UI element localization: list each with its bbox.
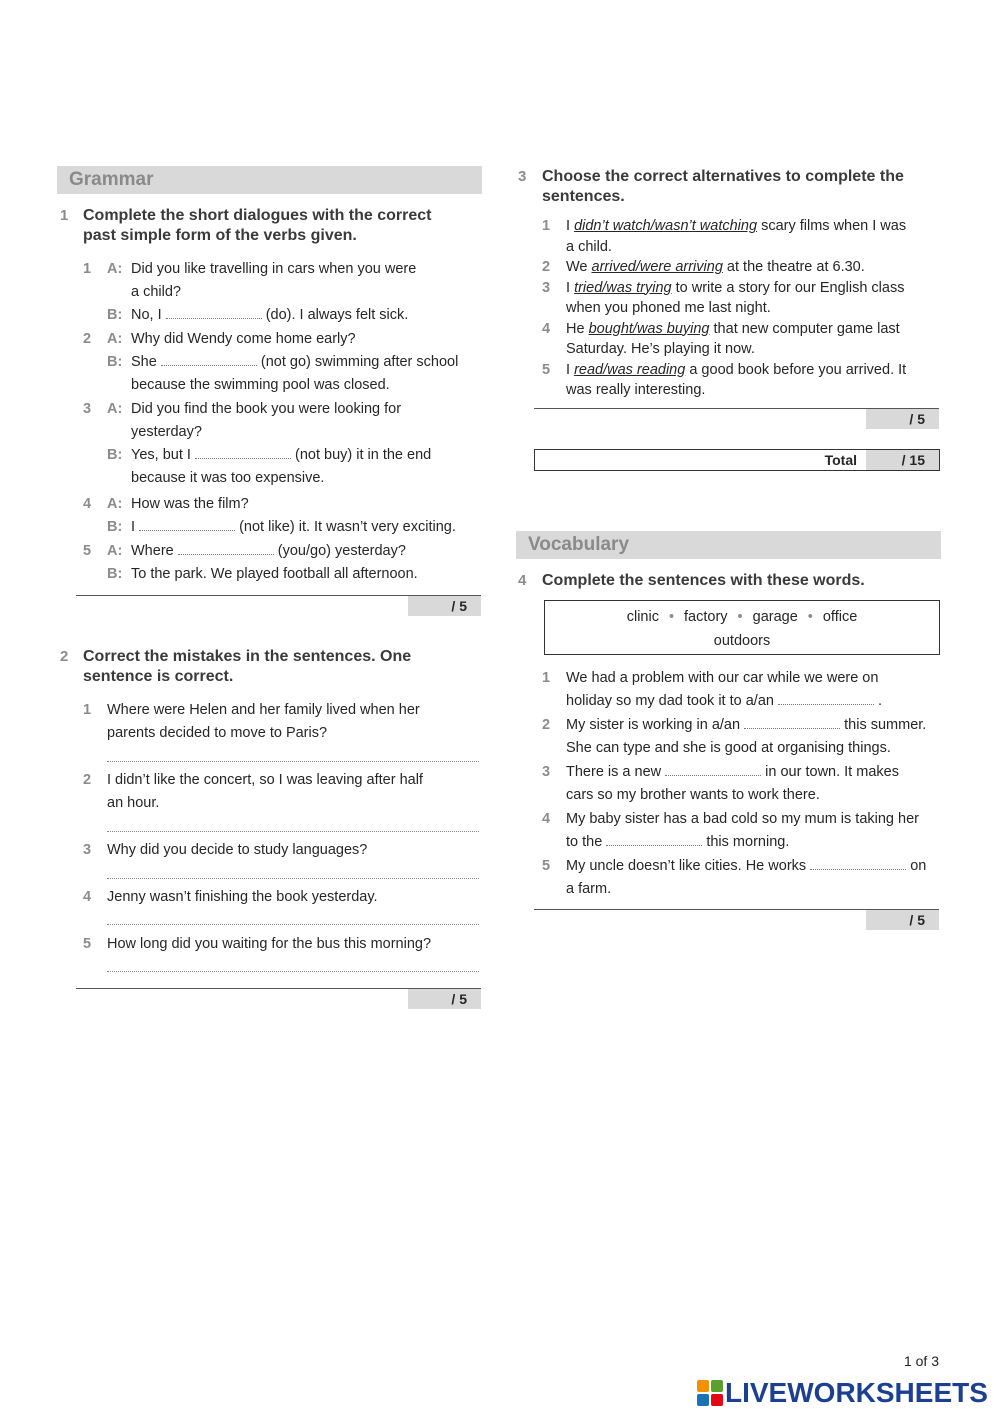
ex2-answer-line-2[interactable] — [107, 830, 479, 832]
answer-blank[interactable] — [778, 694, 874, 705]
exercise-4-number: 4 — [518, 572, 527, 589]
ex4-item-5: 5 My uncle doesn’t like cities. He works on a farm. — [542, 858, 927, 897]
ex2-answer-line-5[interactable] — [107, 970, 479, 972]
ex1-item-5: 5 A: Where (you/go) yesterday? B: To the park. We played football all afternoon. — [83, 543, 418, 582]
word-factory: factory — [684, 609, 728, 625]
answer-blank[interactable] — [178, 544, 274, 555]
ex2-item-1: 1 Where were Helen and her family lived when her parents decided to move to Paris? — [83, 702, 420, 741]
ex3-item-1: 1 I didn’t watch/wasn’t watching scary films when I was — [542, 218, 907, 234]
liveworksheets-logo-icon — [697, 1380, 723, 1406]
ex2-item-5: 5 How long did you waiting for the bus this morning? — [83, 936, 432, 952]
answer-blank[interactable] — [606, 835, 702, 846]
ex3-item-2: 2 We arrived/were arriving at the theatre at 6.30. — [542, 259, 865, 275]
ex4-item-1: 1 We had a problem with our car while we were on holiday so my dad took it to a/an . — [542, 670, 883, 709]
ex1-item-4: 4 A: How was the film? B: I (not like) it. It wasn’t very exciting. — [83, 496, 456, 535]
ex3-choice-3[interactable]: tried/was trying — [574, 279, 672, 296]
grammar-heading: Grammar — [57, 166, 482, 194]
total-box — [534, 449, 940, 471]
ex2-answer-line-3[interactable] — [107, 877, 479, 879]
ex2-score: / 5 — [408, 989, 481, 1009]
answer-blank[interactable] — [665, 765, 761, 776]
liveworksheets-logo — [697, 1378, 988, 1408]
exercise-1-title: Complete the short dialogues with the correct past simple form of the verbs given. — [83, 207, 432, 244]
ex3-choice-1[interactable]: didn’t watch/wasn’t watching — [574, 218, 758, 234]
answer-blank[interactable] — [810, 859, 906, 870]
ex2-item-3: 3 Why did you decide to study languages? — [83, 842, 368, 858]
ex2-item-2: 2 I didn’t like the concert, so I was leaving after half an hour. — [83, 772, 423, 811]
word-garage: garage — [752, 609, 798, 625]
total-label: Total — [824, 452, 857, 468]
vocabulary-heading: Vocabulary — [516, 531, 941, 559]
answer-blank[interactable] — [139, 520, 235, 531]
ex3-score: / 5 — [866, 409, 939, 429]
ex3-items: 1 I didn’t watch/wasn’t watching scary films when I was a child. 2 We arrived/were arriving at the theatre at 6.30. 3 I tried/was trying to write a story for our English class when you phoned me last night. 4 He bought/was buying that new computer game last Saturday. He’s playing it now. 5 I read/was reading a good book before you arrived. It was really interesting. — [542, 216, 942, 401]
ex1-item-3: 3 A: Did you find the book you were looking for yesterday? B: Yes, but I (not buy) it in the end because it was too expensive. — [83, 401, 432, 486]
total-score: / 15 — [866, 450, 939, 470]
ex4-item-4: 4 My baby sister has a bad cold so my mum is taking her to the this morning. — [542, 811, 919, 850]
answer-blank[interactable] — [744, 718, 840, 729]
ex4-score: / 5 — [866, 910, 939, 930]
exercise-3-title: Choose the correct alternatives to complete the sentences. — [542, 168, 904, 205]
ex4-item-2: 2 My sister is working in a/an this summer. She can type and she is good at organising things. — [542, 717, 927, 756]
page-indicator: 1 of 3 — [903, 1353, 939, 1369]
liveworksheets-logo-text: LIVEWORKSHEETS — [725, 1377, 988, 1408]
ex2-answer-line-4[interactable] — [107, 923, 479, 925]
word-office: office — [822, 609, 858, 625]
ex2-item-4: 4 Jenny wasn’t finishing the book yesterday. — [83, 889, 378, 905]
answer-blank[interactable] — [195, 448, 291, 459]
ex3-item-4: 4 He bought/was buying that new computer game last — [542, 320, 900, 337]
ex1-item-1: 1 A: Did you like travelling in cars when you were a child? B: No, I (do). I always felt sick. — [83, 261, 417, 323]
ex3-choice-5[interactable]: read/was reading — [574, 361, 686, 378]
ex3-item-5: 5 I read/was reading a good book before you arrived. It — [542, 361, 907, 378]
exercise-4-title: Complete the sentences with these words. — [542, 572, 865, 589]
answer-blank[interactable] — [166, 308, 262, 319]
word-box: clinic • factory • garage • office outdoors — [544, 600, 940, 655]
word-outdoors: outdoors — [713, 633, 771, 649]
ex3-choice-2[interactable]: arrived/were arriving — [591, 259, 723, 275]
ex3-choice-4[interactable]: bought/was buying — [588, 320, 710, 337]
ex2-answer-line-1[interactable] — [107, 760, 479, 762]
ex1-score: / 5 — [408, 596, 481, 616]
exercise-1-number: 1 — [60, 207, 69, 224]
exercise-3-number: 3 — [518, 168, 527, 185]
ex4-item-3: 3 There is a new in our town. It makes cars so my brother wants to work there. — [542, 764, 899, 803]
ex1-item-2: 2 A: Why did Wendy come home early? B: She (not go) swimming after school because the swimming pool was closed. — [83, 331, 459, 393]
exercise-2-title: Correct the mistakes in the sentences. One sentence is correct. — [83, 648, 412, 685]
answer-blank[interactable] — [161, 355, 257, 366]
word-clinic: clinic — [626, 609, 659, 625]
exercise-2-number: 2 — [60, 648, 69, 665]
ex3-item-3: 3 I tried/was trying to write a story for our English class — [542, 279, 905, 296]
